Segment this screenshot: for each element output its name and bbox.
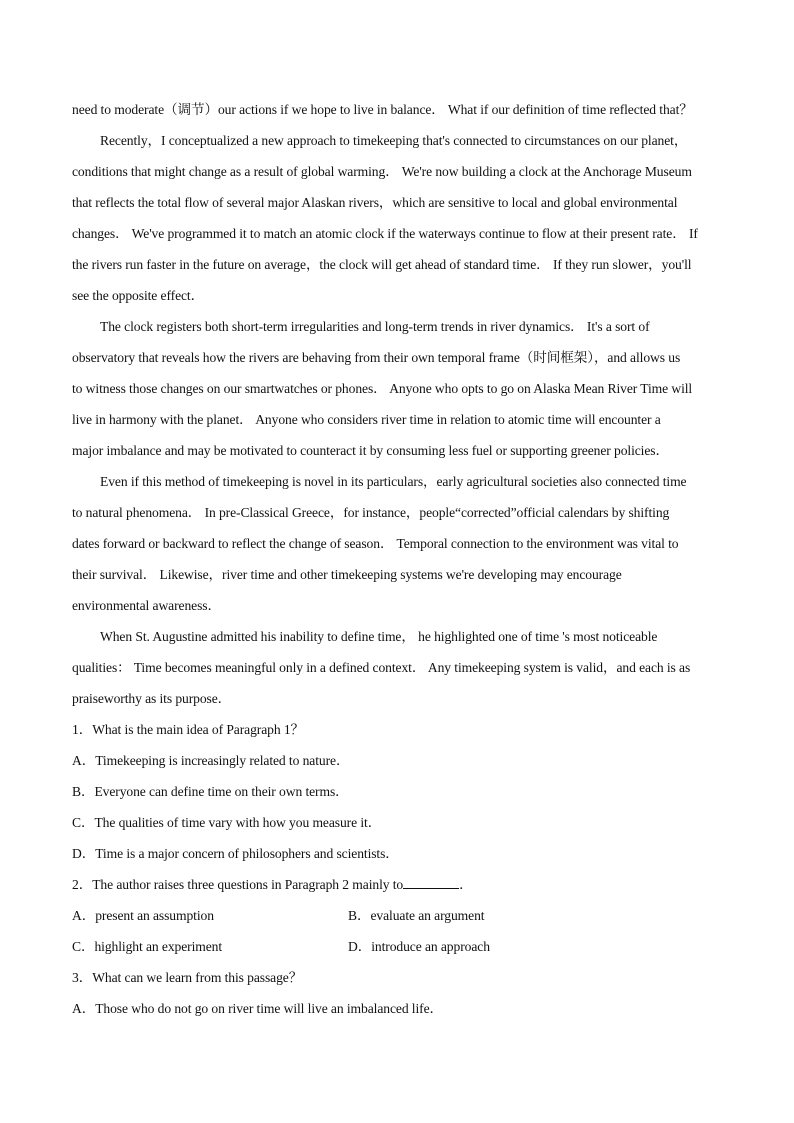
passage-line: dates forward or backward to reflect the change of season． Temporal connection to the environment was vital to (72, 536, 679, 551)
passage-line: that reflects the total flow of several major Alaskan rivers，which are sensitive to local and global environmental (72, 195, 678, 210)
answer-blank (403, 874, 459, 889)
question-1-option-b: B．Everyone can define time on their own terms． (72, 784, 349, 799)
question-2-option-a: A．present an assumption (72, 908, 214, 923)
passage-line: their survival． Likewise，river time and other timekeeping systems we're developing may encourage (72, 567, 622, 582)
passage-line: qualities： Time becomes meaningful only in a defined context． Any timekeeping system is valid，and each is as (72, 660, 691, 675)
passage-line: live in harmony with the planet． Anyone who considers river time in relation to atomic time will encounter a (72, 412, 661, 427)
passage-line: see the opposite effect． (72, 288, 205, 303)
question-2-option-b: B．evaluate an argument (348, 908, 485, 923)
question-3-stem: 3．What can we learn from this passage？ (72, 970, 303, 985)
passage-line: When St. Augustine admitted his inability to define time， he highlighted one of time 's most noticeable (100, 629, 658, 644)
passage-line: conditions that might change as a result of global warming． We're now building a clock at the Anchorage Museum (72, 164, 692, 179)
passage-line: observatory that reveals how the rivers are behaving from their own temporal frame（时间框架），and allows us (72, 350, 681, 365)
question-1-stem: 1．What is the main idea of Paragraph 1？ (72, 722, 305, 737)
question-2-options-row-1 (72, 904, 728, 935)
question-2-stem-end: ． (459, 877, 473, 892)
passage-line: Even if this method of timekeeping is novel in its particulars，early agricultural societies also connected time (100, 474, 687, 489)
question-1-option-c: C．The qualities of time vary with how you measure it． (72, 815, 382, 830)
question-1-option-d: D．Time is a major concern of philosophers and scientists． (72, 846, 399, 861)
passage-line: environmental awareness． (72, 598, 221, 613)
question-2-options-row-2 (72, 935, 728, 966)
question-2-stem-row (72, 873, 728, 904)
passage-line: Recently，I conceptualized a new approach to timekeeping that's connected to circumstances on our planet， (100, 133, 688, 148)
passage-line: The clock registers both short-term irregularities and long-term trends in river dynamics． It's a sort of (100, 319, 650, 334)
passage-line: praiseworthy as its purpose． (72, 691, 232, 706)
document-page (72, 98, 728, 1028)
question-3-option-a: A．Those who do not go on river time will live an imbalanced life． (72, 1001, 444, 1016)
passage-line: changes． We've programmed it to match an atomic clock if the waterways continue to flow at their present rate． If (72, 226, 698, 241)
question-2-stem: 2．The author raises three questions in Paragraph 2 mainly to (72, 877, 404, 892)
passage-line: major imbalance and may be motivated to counteract it by consuming less fuel or supporting greener policies． (72, 443, 669, 458)
passage-line: need to moderate（调节）our actions if we hope to live in balance． What if our definition of time reflected that？ (72, 102, 693, 117)
question-1-option-a: A．Timekeeping is increasingly related to nature． (72, 753, 350, 768)
passage-line: the rivers run faster in the future on average，the clock will get ahead of standard time． If they run slower，you'll (72, 257, 692, 272)
passage-line: to natural phenomena． In pre-Classical Greece，for instance，people“corrected”official calendars by shifting (72, 505, 670, 520)
question-2-option-c: C．highlight an experiment (72, 939, 223, 954)
passage-line: to witness those changes on our smartwatches or phones． Anyone who opts to go on Alaska Mean River Time will (72, 381, 693, 396)
question-2-option-d: D．introduce an approach (348, 939, 490, 954)
